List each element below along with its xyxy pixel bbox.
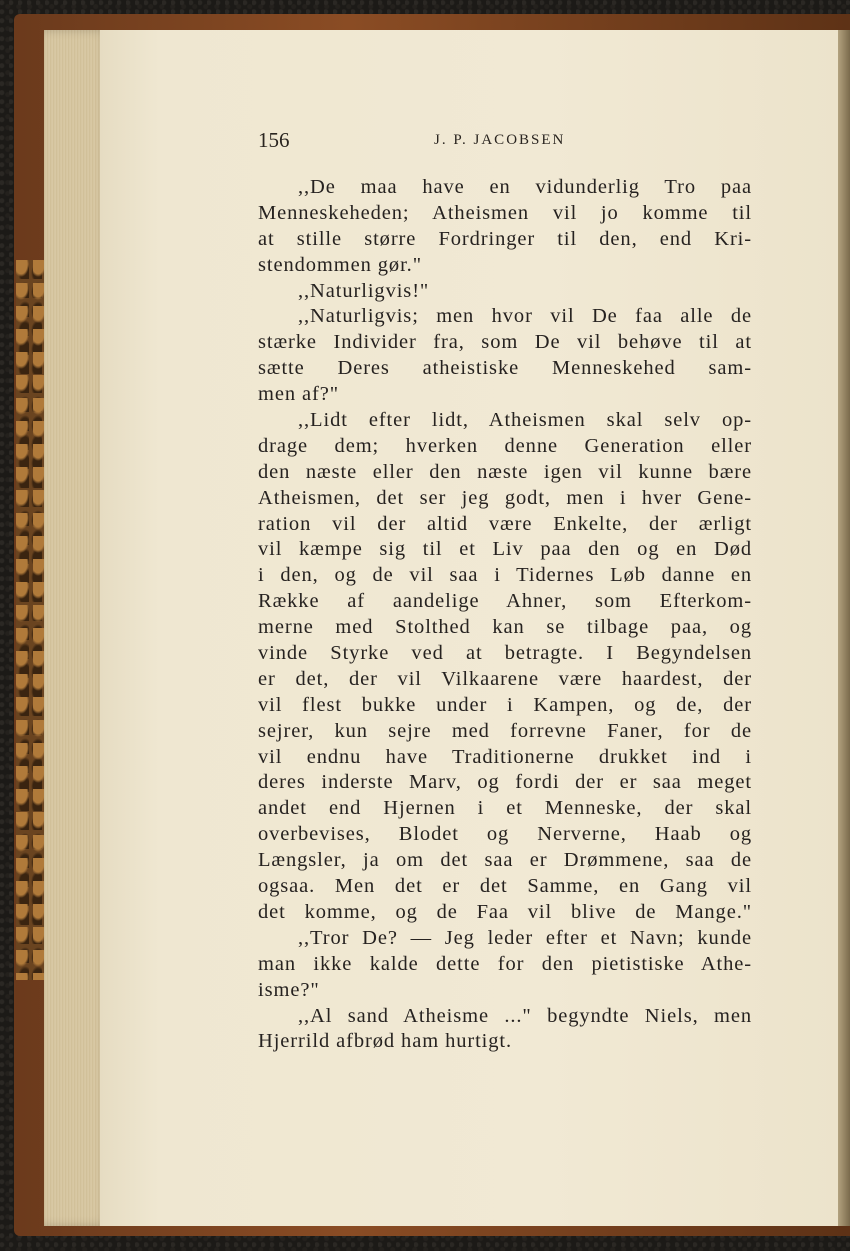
page-number: 156 (258, 128, 290, 152)
text-line: isme?" (258, 978, 320, 1001)
text-line: Række af aandelige Ahner, som Efterkom- (258, 590, 752, 613)
text-line: drage dem; hverken denne Generation eller (258, 434, 752, 457)
text-line: Længsler, ja om det saa er Drømmene, saa de (258, 849, 752, 872)
text-line: man ikke kalde dette for den pietistiske Athe- (258, 952, 752, 975)
text-line: sejrer, kun sejre med forrevne Faner, for de (258, 719, 752, 742)
text-line: merne med Stolthed kan se tilbage paa, og (258, 616, 752, 639)
text-line: Menneskeheden; Atheismen vil jo komme til (258, 201, 752, 224)
text-line: at stille større Fordringer til den, end Kri- (258, 227, 752, 250)
text-line: men af?" (258, 383, 340, 406)
text-line: sætte Deres atheistiske Menneskehed sam- (258, 357, 752, 380)
text-line: vil kæmpe sig til et Liv paa den og en Død (258, 538, 752, 561)
text-line: Hjerrild afbrød ham hurtigt. (258, 1030, 513, 1053)
text-line: ration vil der altid være Enkelte, der ærligt (258, 512, 752, 535)
text-line: ,,Tror De? — Jeg leder efter et Navn; kunde (298, 926, 752, 949)
text-line: er det, der vil Vilkaarene være haardest, der (258, 667, 752, 690)
text-line: stærke Individer fra, som De vil behøve til at (258, 331, 752, 354)
text-line: ,,Al sand Atheisme ..." begyndte Niels, men (298, 1004, 752, 1027)
running-head: J. P. JACOBSEN (434, 132, 566, 148)
text-line: ,,De maa have en vidunderlig Tro paa (298, 176, 752, 198)
text-line: i den, og de vil saa i Tidernes Løb danne en (258, 564, 752, 587)
text-line: vinde Styrke ved at betragte. I Begyndelsen (258, 642, 752, 665)
body-text (258, 175, 752, 1055)
text-line: det komme, og de Faa vil blive de Mange." (258, 900, 752, 923)
text-line: den næste eller den næste igen vil kunne bære (258, 460, 752, 483)
text-line: ,,Naturligvis; men hvor vil De faa alle de (298, 305, 752, 328)
page-header (258, 128, 752, 152)
text-line: ,,Naturligvis!" (298, 279, 430, 302)
text-line: ogsaa. Men det er det Samme, en Gang vil (258, 875, 752, 898)
text-line: ,,Lidt efter lidt, Atheismen skal selv op- (298, 409, 752, 432)
text-line: vil endnu have Traditionerne drukket ind i (258, 745, 752, 768)
text-line: vil flest bukke under i Kampen, og de, der (258, 693, 752, 716)
gutter-shadow (838, 30, 850, 1226)
text-line: andet end Hjernen i et Menneske, der skal (258, 797, 752, 820)
text-line: stendommen gør." (258, 253, 422, 276)
text-line: overbevises, Blodet og Nerverne, Haab og (258, 823, 752, 846)
text-line: deres inderste Marv, og fordi der er saa meget (258, 771, 752, 794)
text-line: Atheismen, det ser jeg godt, men i hver Gene- (258, 486, 752, 509)
